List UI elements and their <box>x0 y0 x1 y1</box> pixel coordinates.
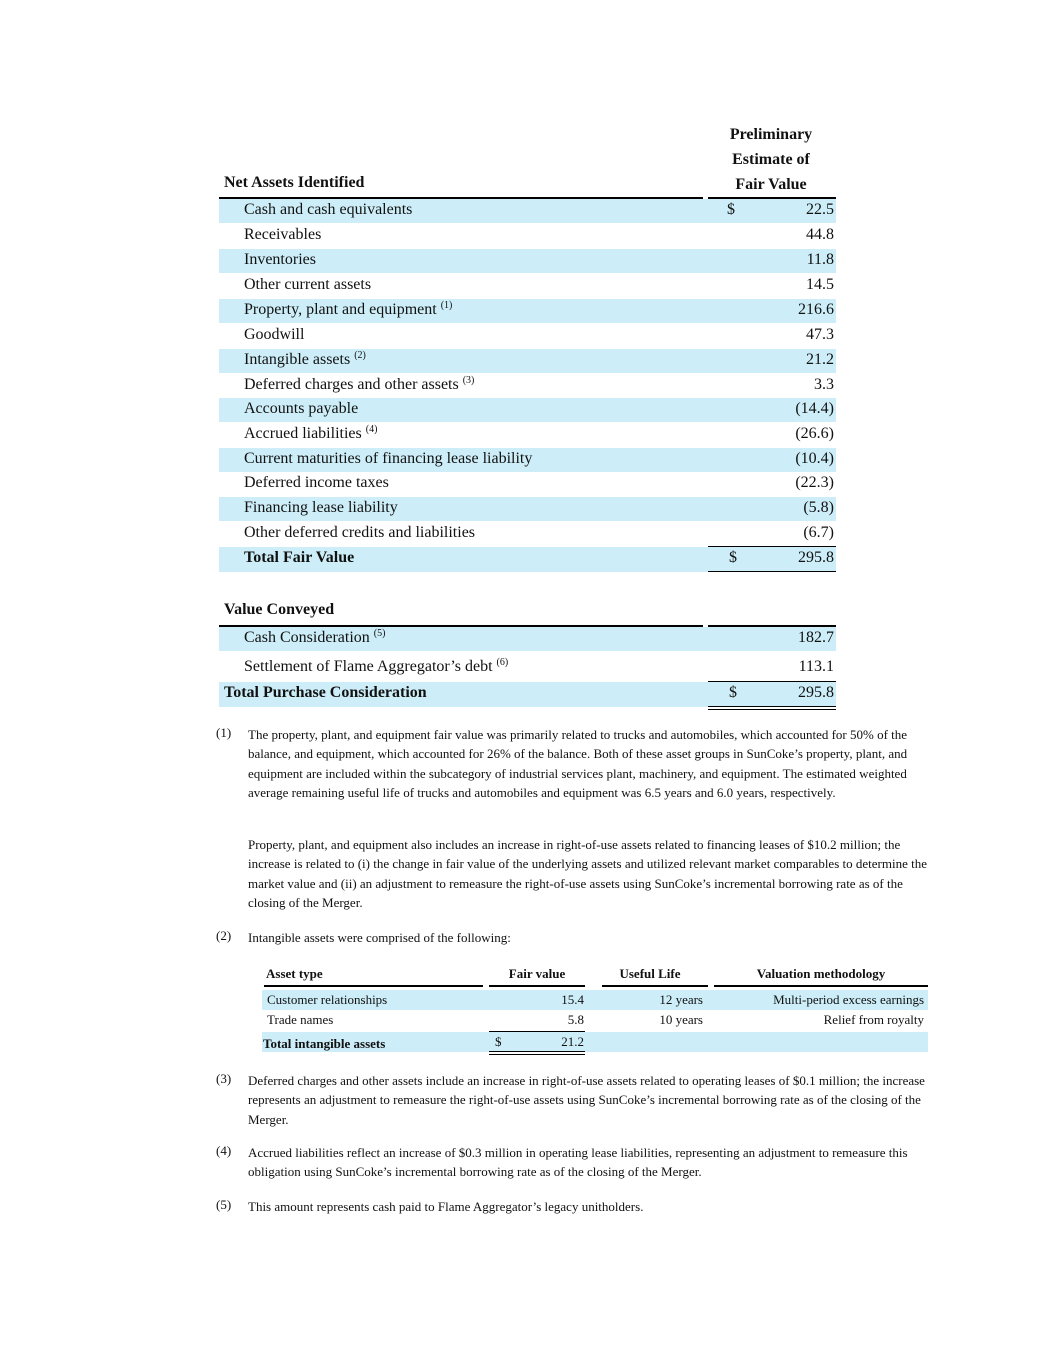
net-assets-header: Net Assets Identified <box>224 174 365 191</box>
footnote-2-number: (2) <box>216 928 232 943</box>
footnote-5-number: (5) <box>216 1197 232 1212</box>
it-header-asset-type: Asset type <box>266 966 323 981</box>
footnote-1-paragraph-2: Property, plant, and equipment also includes an increase in right-of-use assets related to financing leases of $10.2 million; the increase is related to (i) the change in fair value of the underlying assets and utilized relevant market comparables to determine the market value and (ii) an adjustment to remeasure the right-of-use assets using SunCoke’s incremental borrowing rate as of the closing of the Merger. <box>248 837 927 910</box>
intangible-row: Customer relationships 15.4 12 years Multi-period excess earnings <box>262 990 928 1010</box>
it-header-valuation: Valuation methodology <box>756 966 886 981</box>
asset-row: Financing lease liability (5.8) <box>219 497 836 521</box>
asset-row: Property, plant and equipment $^{(1)}$ 216.6 <box>219 299 836 323</box>
asset-row: Other current assets 14.5 <box>244 276 834 293</box>
vc-total-rule-1 <box>708 706 836 707</box>
footnote-2-text: Intangible assets were comprised of the following: <box>248 930 511 945</box>
it-total-rule-1 <box>489 1051 585 1052</box>
footnote-4-number: (4) <box>216 1143 232 1158</box>
asset-row: Deferred income taxes (22.3) <box>244 474 834 491</box>
total-purchase-row: Total Purchase Consideration $ 295.8 <box>219 682 836 707</box>
asset-row: Intangible assets $^{(2)}$ 21.2 <box>219 349 836 373</box>
asset-row: Goodwill 47.3 <box>244 326 834 343</box>
asset-row: Cash and cash equivalents $ 22.5 <box>219 199 836 223</box>
intangible-row: Trade names 5.8 10 years Relief from royalty <box>267 1012 924 1027</box>
it-rule-3 <box>602 985 708 987</box>
total-rule <box>708 571 836 572</box>
it-total-rule-2 <box>489 1054 585 1055</box>
footnote-3-number: (3) <box>216 1071 232 1086</box>
it-rule-4 <box>714 985 928 987</box>
intangible-total-row: Total intangible assets $ 21.2 <box>262 1032 928 1052</box>
footnote-1-paragraph-1: The property, plant, and equipment fair value was primarily related to trucks and automobiles, which accounted for 50% of the balance, and equipment, which accounted for 26% of the balance. Both of these asset groups in SunCoke’s property, plant, and equipment are included within the subcategory of industrial services plant, machinery, and equipment. The estimated weighted average remaining useful life of trucks and automobiles and equipment was 6.5 years and 6.0 years, respectively. <box>248 727 908 800</box>
asset-row: Accrued liabilities $^{(4)}$ (26.6) <box>244 424 834 442</box>
value-column-header: Preliminary Estimate of Fair Value <box>729 126 813 193</box>
conveyed-row: Settlement of Flame Aggregator’s debt $^{(6)}$ 113.1 <box>244 657 834 675</box>
asset-row: Other deferred credits and liabilities (6.7) <box>244 524 834 541</box>
footnote-5-text: This amount represents cash paid to Flame Aggregator’s legacy unitholders. <box>248 1199 644 1214</box>
value-conveyed-header: Value Conveyed <box>224 601 335 618</box>
total-fair-value-row: Total Fair Value $ 295.8 <box>219 547 836 572</box>
conveyed-row: Cash Consideration $^{(5)}$ 182.7 <box>219 627 836 651</box>
asset-row: Current maturities of financing lease liability (10.4) <box>219 448 836 472</box>
footnote-1-number: (1) <box>216 725 232 740</box>
asset-row: Deferred charges and other assets $^{(3)}$ 3.3 <box>244 375 834 393</box>
it-header-useful-life: Useful Life <box>619 966 681 981</box>
asset-row: Inventories 11.8 <box>219 249 836 273</box>
it-rule-1 <box>264 985 483 987</box>
footnote-4-text: Accrued liabilities reflect an increase of $0.3 million in operating lease liabilities, representing an adjustment to remeasure this obligation using SunCoke’s incremental borrowing rate as of the closing of the Merger. <box>248 1145 908 1180</box>
it-header-fair-value: Fair value <box>508 966 566 981</box>
asset-row: Receivables 44.8 <box>244 226 834 243</box>
footnote-3-text: Deferred charges and other assets include an increase in right-of-use assets related to operating leases of $0.1 million; the increase represents an adjustment to remeasure the right-of-use assets using SunCoke’s incremental borrowing rate as of the closing of the Merger. <box>248 1073 925 1127</box>
it-rule-2 <box>489 985 585 987</box>
asset-row: Accounts payable (14.4) <box>219 398 836 422</box>
vc-total-rule-2 <box>708 709 836 710</box>
